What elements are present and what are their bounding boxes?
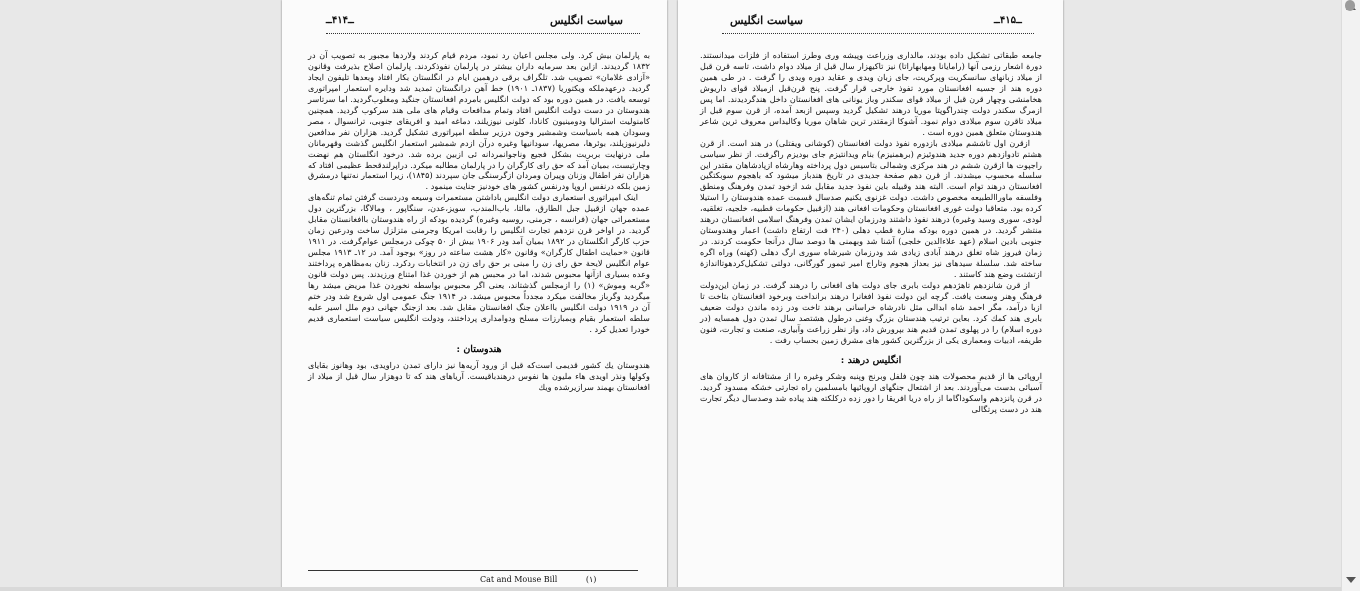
section-heading: انگلیس درهند : <box>840 354 902 366</box>
paragraph: به پارلمان بیش کرد. ولی مجلس اعیان رد نمود، مردم قیام کردند ولاردها مجبور به تصویب آن در ۱۸۳۲ گردیدند. ازاین بعد سرمایه داران بیشتر در پارلمان نفوذکردند. پارلمان اصلاح بذیرفت وقانون «آزادی غلامان» تصویب شد. تلگراف برقی درهمین ایام در انگلستان بکار افتاد وبعدها تلیفون ایجاد گردید. درعهدملکه ویکتوریا (۱۸۳۷ـ ۱۹۰۱) خط آهن درانگستان تمدید شد ودایره استعمار امپراتوری توسعه یافت. در همین دوره بود که دولت انگلیس بامردم افغانستان جنگید ومغلوب‌گردید. اما سرتاسر هندوستان در دست دولت انگلیس افتاد وتمام مدافعات وقیام های ملی هند سرکوب گردید. همچنین کامنولیت استرالیا ودومینیون کانادا، کلونی نیوزیلند، دماغه امید و افریقای جنوبی، ترانسوال ، مصر وسودان همه باسیاست وشمشیر وخون درزیر سلطه امپراتوری تشکیل گردید. هزاران نفر مدافعین دلیرنیوزیلند، بوئرها، مصریها، سودانیها وغیره درآن ازدم شمشیر استعمار انگلیس گذشت وقهرمانان ملی درنهایت بربریت بشکل فجیع وناجوانمردانه ئی ازبین برده شد. درخود انگلستان هم نهضت وچارتیست، بمیان آمد که حق رای کارگران را در پارلمان مطالبه میکرد. دراپرلندقحط عظیمی افتاد که هزاران نفر اطفال وزنان وپیران ومردان ازگرسنگی جان سپردند (۱۸۴۵)، زیرا استعمار نه‌تنها درمشرق زمین بلکه درنفس اروپا ودرنفس کشور های خودنیز جنایت مینمود . <box>308 50 650 192</box>
scrollbar-thumb[interactable] <box>1345 0 1355 11</box>
paragraph: اینک امپراتوری استعماری دولت انگلیس باداشتن مستعمرات وسیعه ودردست گرفتن تمام تنگه‌های عمده جهان ازقبیل جبل الطارق، مالتا، باب‌المندب، سویز،عدن، سنگاپور ، ومالاگا، بزرگترین دول مستعمراتی جهان (فرانسه ، جرمنی، روسیه وغیره) گردیده بودکه از راه هندوستان باافغانستان مقابل گردید. در اواخر قرن نزدهم تجارت انگلیس را رقابت امریکا وجرمنی متزلزل ساخت ودرعین زمان حزب کارگر انگلستان در ۱۸۹۲ بمیان آمد ودر ۱۹۰۶ بیش از ۵۰ چوکی درمجلس عوام‌گرفت. در ۱۹۱۱ قانون «حمایت اطفال کارگران» وقانون «کار هشت ساعته در روز» بوجود آمد. در ۱۲ـ ۱۹۱۳ مجلس عوام انگلیس لایحة حق رای زن را مبنی بر حق رای زن در انتخابات رد‌کرد. زنان به‌مظاهره پرداختند وعده بسیاری ازآنها محبوس شدند، اما در محبس هم از خوردن غذا امتناع ورزیدند. پس دولت قانون «گربه وموش» (۱) را ازمجلس گذشتاند، یعنی اگر محبوس بواسطه نخوردن غذا مریض میشد رها میگردید وگرباز مخالفت میکرد مجدداً محبوس میشد. در ۱۹۱۴ جنگ عمومی اول شروع شد ودر ختم آن در ۱۹۱۹ دولت انگلیس بااعلان جنگ افغانستان مقابل شد. بعد ازجنگ جهانی دوم ملل اسیر علیه سلطه استعمار بقیام وبمبارزات مسلح ودوامداری پرداختند، ودولت انگلیس سیاست استعماری قدیم خودرا تعدیل کرد . <box>308 192 650 334</box>
text-underline <box>308 566 638 571</box>
vertical-scrollbar[interactable] <box>1341 0 1360 591</box>
header-rule <box>722 33 1034 34</box>
paragraph: هندوستان یك کشور قدیمی است‌که قبل از ورود آریه‌ها نیز دارای تمدن دراویدی، بود وهانوز بقایای وکولها ونذر اویدی هاء ملیون ها نفوس درهندباقیست. آریاهای هند که تا دوهزار سال قبل از میلاد از افغانستان بهمند سرازیرشده ویك <box>308 359 650 392</box>
page-body <box>308 50 650 393</box>
footnote-number: (۱) <box>585 575 597 584</box>
paragraph: جامعه طبقاتی تشکیل داده بودند، مالداری وزراعت وپیشه وری وطرز استفاده از فلزات میدانستند. دورة اشعار رزمی آنها (رامایانا ومهابهاراتا) نیز تاکیهزار سال قبل از میلاد دوام داشت، تاسه قرن قبل از میلاد زبانهای سانسکریت وپرکریت، جای زبان ویدی و عقاید دوره ویدی را گرفت . در طی همین دوره هند از جسیه افغانستان مورد تفوذ خارجی قرار گرفت. پنج قرن‌قبل ازمیلاد قوای داریوش هخامنشی وچهار قرن قبل از میلاد قوای سکندر وباز یونانی های افغانستان داخل هندگردیدند. اما پس ازمرگ سکندر دولت چندراگوپتا موریا درهند تشکیل گردید وسپس ازبعد آمده، از قرن سوم قبل از میلاد تاقرن سوم میلادی دوام نمود. آشوکا ازمقتدر ترین شاهان موریا وکالیداس معروف ترین شاعر هندوستان متعلق همین دوره است . <box>700 50 1042 137</box>
running-head <box>282 14 667 32</box>
page-body <box>700 50 1042 415</box>
footnote <box>480 575 596 584</box>
page-415 <box>678 0 1063 591</box>
page-414 <box>282 0 667 591</box>
running-title: سیاست انگلیس <box>550 14 623 27</box>
page-number: ــ۴۱۵ــ <box>994 15 1022 26</box>
running-title: سیاست انگلیس <box>730 14 803 27</box>
section-heading: هندوستان : <box>456 343 502 355</box>
running-head <box>678 14 1063 32</box>
paragraph: از قرن شانزدهم تاهژدهم دولت بابری جای دولت های افغانی را درهند گرفت. در زمان این‌دولت فرهنگ وهنر وسعت یافت. گرچه این دولت نفوذ افغانرا درهند برانداخت وبرخود افغانستان بتاخت تا ازبا درآمد، مگر احمد شاه ابدالی مثل نادرشاه خراسانی برهند تاخت ودر زده ماندن دولت ضعیف بابری هند کمك کرد. بعاین ترتیب هندستان بزرگ وغنی درطول هشتصد سال تمدن دول همسایه (در دوره اسلام) را در پهلوی تمدن قدیم هند بپرورش داد، واز نظر زراعت وآبیاری، صنعت و تجارت، فنون طریفه، ادبیات ومعماری یکی از بزرگترین کشور های مشرق زمین بحساب رفت . <box>700 280 1042 345</box>
page-number: ــ۴۱۴ــ <box>326 15 354 26</box>
footnote-text: Cat and Mouse Bill <box>480 575 558 584</box>
paragraph: اروپائی ها از قدیم محصولات هند چون فلفل وبرنج وپنبه وشکر وغیره را از مشتافانه از کاروان های آسیائی بدست می‌آوردند. بعد از اشتعال جنگهای اروپائیها بامسلمین راه تجارتی خشکه مسدود گردید. در قرن پانزدهم واسکوداگاما از راه دریا افریقا را دور زده درکلکته هند پیاده شد وصدسال دیگر تجارت هند در دست پرتگالی <box>700 370 1042 414</box>
paragraph: ازقرن اول تاششم میلادی باز‌دوره نفوذ دولت افغانستان (کوشانی ویفتلی) در هند است. از قرن هشتم تادوازدهم دوره جدید هندوئیزم (برهمنیزم) بنام ویدانتیزم جای بودیزم راگرفت. از نظر سیاسی راجپوت ها ازقرن ششم در هند مرکزی وشمالی بتاسیس دول پرداخته وهارشاه ازپادشاهان مقتدر این سلسله محسوب میشدند. از قرن دهم صفحة جدیدی در تاریخ هند‌باز میشود که باهجوم سوبکتگین افغانستان درهند توام است. البته هند وقبیله باین نفوذ جدید مقابل شد ازخود تمدن وفرهنگ ومنطق وفلسفه ماوراالطبیعه مخصوص داشت. دولت غزنوی یکنیم صدسال قسمت عمده هندوستان را استیلا کرده بود. متعاقبا دولت غوری افغانستان وحکومات افغانی هند (ازقبیل حکومات قطبیه، خلجیه، تغلقیه، لودی، سوری وسید وغیره) درهند نفوذ داشتند ودرزمان ایشان تمدن وفرهنگ اسلامی افغانستان درهند منتشر گردید. در همین دوره بودکه منارة قطب دهلی (۲۴۰ فت ارتفاع داشت) اعمار وهندوستان جنوبی بادین اسلام (عهد علاء‌الدین خلجی) آشنا شد وبهمنی ها دوصد سال درآنجا حکومت کردند. در زمان فیروز شاه تغلق درهند آبادی زیادی شد ودرزمان شیرشاه سوری ارگ دهلی (کهنه) وراه اگره ساخته شد. سلسلة سیدهای نیز بعداز هجوم وتاراج امیر تیمور گورگانی، دولتی تشکیل‌کردهوتااندازة ازتشتت وضع هند کاستند . <box>700 137 1042 280</box>
arrow-down-icon[interactable] <box>1346 577 1356 583</box>
header-rule <box>326 33 640 34</box>
horizontal-scroll-track <box>0 587 1342 591</box>
